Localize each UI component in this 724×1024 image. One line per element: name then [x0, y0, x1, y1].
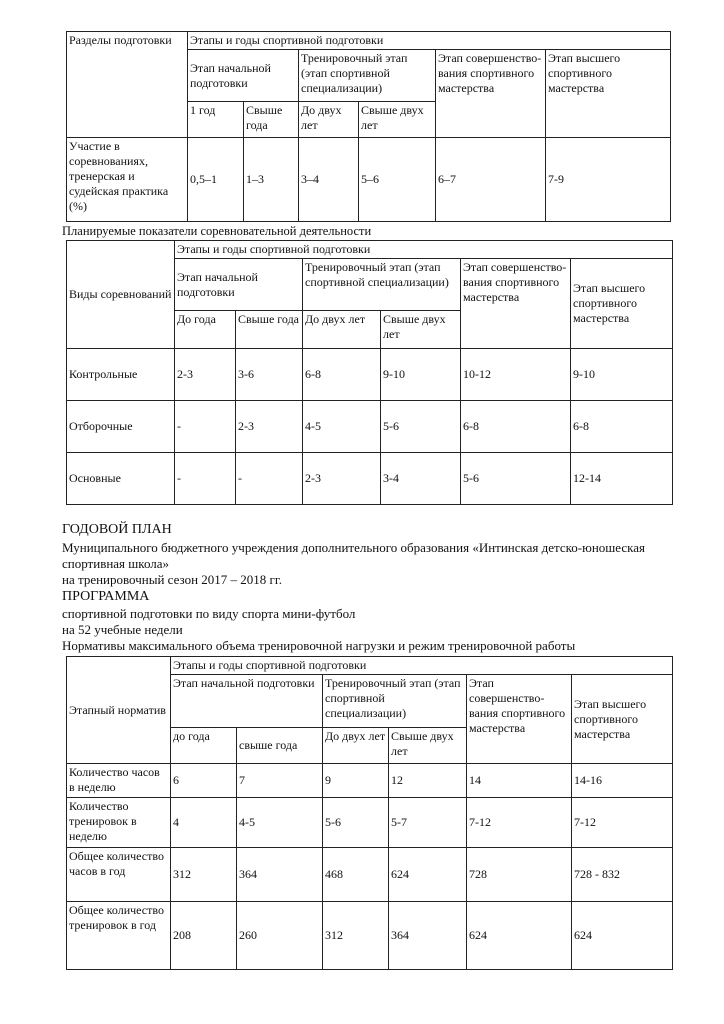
table-cell: 260 — [237, 902, 323, 970]
norms-caption: Нормативы максимального объема тренировочной нагрузки и режим тренировочной работы — [62, 638, 576, 653]
table-cell: 12 — [389, 764, 467, 798]
sub-header-upto-2: До двух лет — [299, 102, 359, 138]
header-stage-training: Тренировочный этап (этап спортивной специализации) — [323, 675, 467, 728]
sub-header-over-year: Свыше года — [244, 102, 299, 138]
table-row — [67, 401, 673, 453]
header-stage-improvement: Этап совершенство-вания спортивного мастерства — [436, 50, 546, 138]
header-stages-years: Этапы и годы спортивной подготовки — [171, 657, 673, 675]
training-load-norms-table — [66, 656, 673, 970]
table-row — [67, 902, 673, 970]
table-cell: 6-8 — [461, 401, 571, 453]
table-cell: 312 — [323, 902, 389, 970]
table-row — [67, 798, 673, 848]
sub-header-1-year: 1 год — [188, 102, 244, 138]
table-cell: 6-8 — [571, 401, 673, 453]
header-stage-improvement: Этап совершенство-вания спортивного мастерства — [461, 259, 571, 349]
table-cell: 6-8 — [303, 349, 381, 401]
caption-planned-indicators: Планируемые показатели соревновательной деятельности — [62, 224, 372, 238]
sub-header-over-2: Свыше двух лет — [381, 311, 461, 349]
header-norm: Этапный норматив — [67, 657, 171, 764]
table-row — [67, 138, 671, 222]
sport-line: спортивной подготовки по виду спорта мини-футбол — [62, 606, 356, 621]
table-cell: 14-16 — [572, 764, 673, 798]
table-row — [67, 453, 673, 505]
table-row — [67, 349, 673, 401]
row-label: Количество часов в неделю — [67, 764, 171, 798]
table-cell: 5-7 — [389, 798, 467, 848]
table-cell: 468 — [323, 848, 389, 902]
sub-header-upto-2: До двух лет — [303, 311, 381, 349]
header-stage-initial: Этап начальной подготовки — [188, 50, 299, 102]
table-cell: 728 — [467, 848, 572, 902]
table-row — [67, 848, 673, 902]
table-cell: 4 — [171, 798, 237, 848]
row-label: Контрольные — [67, 349, 175, 401]
table-cell: 3–4 — [299, 138, 359, 222]
training-sections-table — [66, 31, 671, 222]
table-cell: 208 — [171, 902, 237, 970]
row-label: Участие в соревнованиях, тренерская и судейская практика (%) — [67, 138, 188, 222]
table-cell: 5-6 — [323, 798, 389, 848]
table-cell: 6–7 — [436, 138, 546, 222]
table-cell: 14 — [467, 764, 572, 798]
header-stages-years: Этапы и годы спортивной подготовки — [188, 32, 671, 50]
table-cell: 624 — [389, 848, 467, 902]
table-cell: - — [175, 401, 236, 453]
header-stages-years: Этапы и годы спортивной подготовки — [175, 241, 673, 259]
table-cell: 5-6 — [381, 401, 461, 453]
table-cell: 9 — [323, 764, 389, 798]
row-label: Общее количество часов в год — [67, 848, 171, 902]
header-kinds: Виды соревнований — [67, 241, 175, 349]
row-label: Отборочные — [67, 401, 175, 453]
table-row — [67, 764, 673, 798]
organization-line-2: спортивная школа» — [62, 556, 170, 571]
table-cell: 624 — [467, 902, 572, 970]
table-cell: 364 — [389, 902, 467, 970]
annual-plan-title: ГОДОВОЙ ПЛАН — [62, 522, 172, 537]
table-cell: 0,5–1 — [188, 138, 244, 222]
table-cell: 5-6 — [461, 453, 571, 505]
table-cell: 3-4 — [381, 453, 461, 505]
table-cell: 4-5 — [237, 798, 323, 848]
header-stage-improvement: Этап совершенство-вания спортивного мастерства — [467, 675, 572, 764]
sub-header-upto-2: До двух лет — [323, 728, 389, 764]
table-cell: 312 — [171, 848, 237, 902]
season-line: на тренировочный сезон 2017 – 2018 гг. — [62, 572, 282, 587]
header-stage-training: Тренировочный этап (этап спортивной специализации) — [303, 259, 461, 311]
sub-header-over-2: Свыше двух лет — [359, 102, 436, 138]
table-cell: 9-10 — [571, 349, 673, 401]
row-label: Основные — [67, 453, 175, 505]
header-sections: Разделы подготовки — [67, 32, 188, 138]
header-stage-highest: Этап высшего спортивного мастерства — [572, 675, 673, 764]
header-stage-initial: Этап начальной подготовки — [175, 259, 303, 311]
table-cell: 2-3 — [303, 453, 381, 505]
header-stage-highest: Этап высшего спортивного мастерства — [571, 259, 673, 349]
table-cell: 7 — [237, 764, 323, 798]
table-cell: 7-12 — [572, 798, 673, 848]
table-cell: 2-3 — [175, 349, 236, 401]
table-cell: 624 — [572, 902, 673, 970]
row-label: Общее количество тренировок в год — [67, 902, 171, 970]
table-cell: 9-10 — [381, 349, 461, 401]
table-cell: 7-12 — [467, 798, 572, 848]
header-stage-initial: Этап начальной подготовки — [171, 675, 323, 728]
program-title: ПРОГРАММА — [62, 589, 150, 604]
competition-indicators-table — [66, 240, 673, 505]
organization-line-1: Муниципального бюджетного учреждения дополнительного образования «Интинская детско-юношеская — [62, 540, 646, 555]
table-cell: 6 — [171, 764, 237, 798]
table-cell: 2-3 — [236, 401, 303, 453]
sub-header-over-year: свыше года — [237, 728, 323, 764]
table-cell: 7-9 — [546, 138, 671, 222]
header-stage-training: Тренировочный этап (этап спортивной специализации) — [299, 50, 436, 102]
table-cell: - — [175, 453, 236, 505]
sub-header-over-year: Свыше года — [236, 311, 303, 349]
row-label: Количество тренировок в неделю — [67, 798, 171, 848]
table-cell: 1–3 — [244, 138, 299, 222]
weeks-line: на 52 учебные недели — [62, 622, 183, 637]
table-cell: 728 - 832 — [572, 848, 673, 902]
table-cell: 10-12 — [461, 349, 571, 401]
sub-header-upto-year: До года — [175, 311, 236, 349]
table-cell: 12-14 — [571, 453, 673, 505]
table-cell: 4-5 — [303, 401, 381, 453]
header-stage-highest: Этап высшего спортивного мастерства — [546, 50, 671, 138]
sub-header-upto-year: до года — [171, 728, 237, 764]
table-cell: 5–6 — [359, 138, 436, 222]
table-cell: 3-6 — [236, 349, 303, 401]
sub-header-over-2: Свыше двух лет — [389, 728, 467, 764]
table-cell: 364 — [237, 848, 323, 902]
table-cell: - — [236, 453, 303, 505]
